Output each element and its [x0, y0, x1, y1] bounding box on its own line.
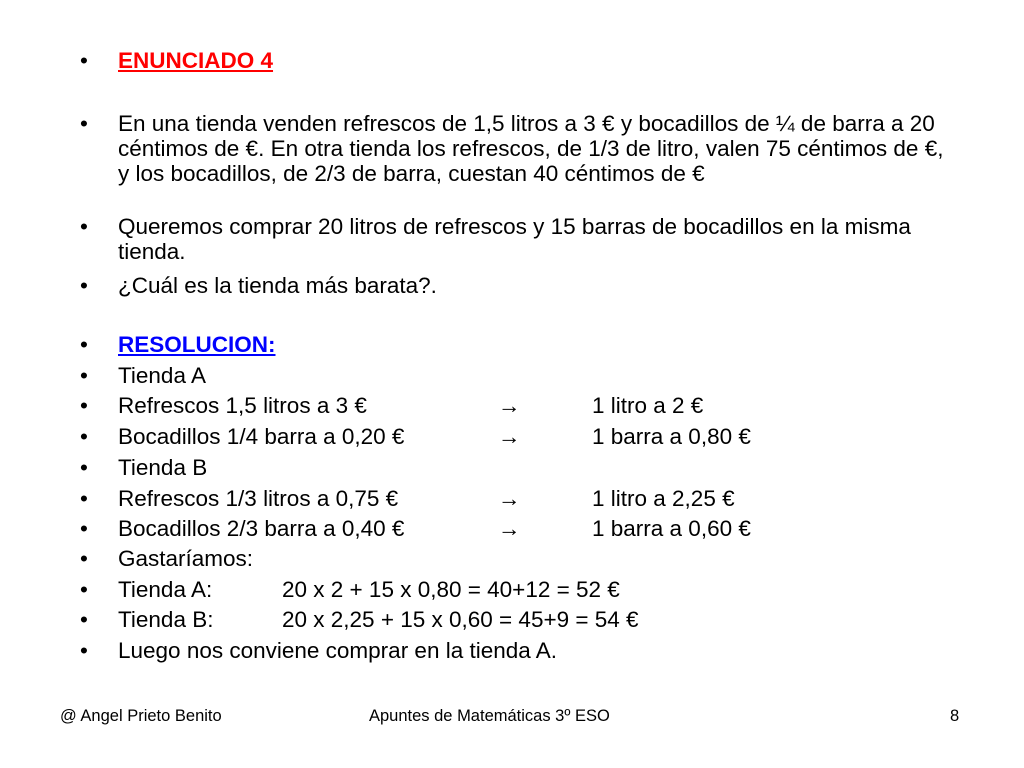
offer-text: Refrescos 1,5 litros a 3 €	[118, 393, 367, 418]
bullet: •	[80, 455, 88, 480]
shop-b-row-sandwiches	[80, 516, 960, 542]
arrow-right-icon: →	[498, 424, 521, 449]
shop-a-heading	[80, 363, 960, 389]
conclusion-item	[80, 638, 960, 664]
footer-author: @ Angel Prieto Benito	[60, 707, 222, 725]
statement-title: ENUNCIADO 4	[118, 48, 274, 73]
statement-paragraph-2	[80, 214, 960, 264]
bullet: •	[80, 638, 88, 663]
conclusion-text: Luego nos conviene comprar en la tienda A.	[118, 638, 558, 663]
footer-course: Apuntes de Matemáticas 3º ESO	[369, 707, 610, 725]
statement-paragraph-3	[80, 273, 960, 299]
total-label: Tienda B:	[118, 607, 214, 632]
bullet: •	[80, 393, 88, 418]
shop-a-label: Tienda A	[118, 363, 206, 388]
total-label: Tienda A:	[118, 577, 213, 602]
offer-text: Refrescos 1/3 litros a 0,75 €	[118, 486, 399, 511]
shop-a-row-sandwiches	[80, 424, 960, 450]
statement-question: ¿Cuál es la tienda más barata?.	[118, 273, 437, 298]
bullet: •	[80, 214, 88, 239]
shop-b-heading	[80, 455, 960, 481]
bullet: •	[80, 607, 88, 632]
resolution-title-item	[80, 332, 960, 358]
unit-price-text: 1 litro a 2 €	[592, 393, 704, 418]
total-shop-b	[80, 607, 960, 633]
offer-text: Bocadillos 2/3 barra a 0,40 €	[118, 516, 405, 541]
unit-price-text: 1 barra a 0,80 €	[592, 424, 751, 449]
bullet: •	[80, 577, 88, 602]
bullet: •	[80, 516, 88, 541]
bullet: •	[80, 111, 88, 136]
shop-b-label: Tienda B	[118, 455, 208, 480]
bullet: •	[80, 363, 88, 388]
total-shop-a	[80, 577, 960, 603]
statement-paragraph-1	[80, 111, 960, 211]
shop-a-row-drinks	[80, 393, 960, 419]
arrow-right-icon: →	[498, 516, 521, 541]
bullet: •	[80, 424, 88, 449]
spend-heading	[80, 546, 960, 572]
arrow-right-icon: →	[498, 486, 521, 511]
statement-title-item	[80, 48, 960, 74]
bullet: •	[80, 486, 88, 511]
spend-label: Gastaríamos:	[118, 546, 254, 571]
offer-text: Bocadillos 1/4 barra a 0,20 €	[118, 424, 405, 449]
statement-text: En una tienda venden refrescos de 1,5 litros a 3 € y bocadillos de ¼ de barra a 20 céntimos de €. En otra tienda los refrescos, de 1/3 de litro, valen 75 céntimos de €, y los bocadillos, de 2/3 de barra, cuestan 40 céntimos de €	[118, 111, 944, 186]
footer-page-number: 8	[950, 707, 960, 725]
unit-price-text: 1 barra a 0,60 €	[592, 516, 751, 541]
resolution-title: RESOLUCION:	[118, 332, 276, 357]
bullet: •	[80, 546, 88, 571]
shop-b-row-drinks	[80, 486, 960, 512]
total-calculation: 20 x 2,25 + 15 x 0,60 = 45+9 = 54 €	[282, 607, 639, 632]
statement-text: Queremos comprar 20 litros de refrescos y 15 barras de bocadillos en la misma tienda.	[118, 214, 911, 264]
total-calculation: 20 x 2 + 15 x 0,80 = 40+12 = 52 €	[282, 577, 620, 602]
unit-price-text: 1 litro a 2,25 €	[592, 486, 735, 511]
bullet: •	[80, 273, 88, 298]
bullet: •	[80, 48, 88, 73]
arrow-right-icon: →	[498, 393, 521, 418]
bullet: •	[80, 332, 88, 357]
